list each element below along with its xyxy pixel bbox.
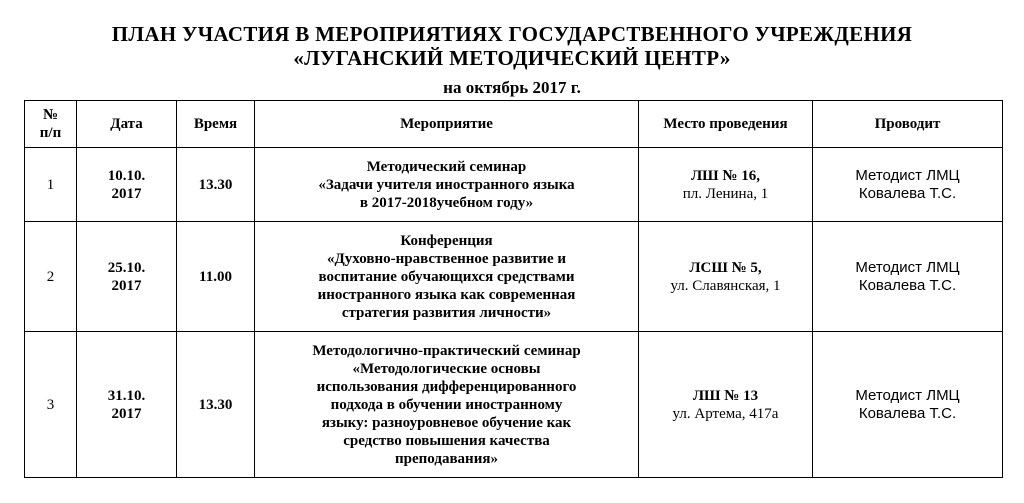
- header-time: Время: [177, 101, 255, 148]
- header-num: [25, 101, 77, 148]
- place-name: ЛШ № 16,: [691, 167, 760, 184]
- row-event: [255, 148, 639, 222]
- document-title-line-2: «ЛУГАНСКИЙ МЕТОДИЧЕСКИЙ ЦЕНТР»: [293, 46, 731, 70]
- event-topic-line: подхода в обучении иностранному: [330, 396, 563, 413]
- event-topic-line: иностранного языка как современная: [317, 286, 576, 303]
- header-conductor: Проводит: [813, 101, 1003, 148]
- event-type: Методический семинар: [366, 158, 527, 175]
- event-topic-line: средство повышения качества: [343, 432, 550, 449]
- place-address: ул. Артема, 417а: [672, 405, 779, 422]
- table-header-row: [25, 101, 1003, 148]
- row-time: 11.00: [177, 222, 255, 332]
- row-conductor: [813, 332, 1003, 478]
- row-time: 13.30: [177, 148, 255, 222]
- conductor-name: Ковалева Т.С.: [858, 184, 957, 202]
- row-event: [255, 222, 639, 332]
- row-number: 2: [25, 222, 77, 332]
- conductor-name: Ковалева Т.С.: [858, 276, 957, 294]
- conductor-role: Методист ЛМЦ: [855, 386, 960, 404]
- table-row: [25, 222, 1003, 332]
- row-date: [77, 332, 177, 478]
- row-conductor: [813, 222, 1003, 332]
- document-period: на октябрь 2017 г.: [443, 78, 581, 97]
- event-topic-line: «Духовно-нравственное развитие и: [326, 250, 567, 267]
- row-place: [639, 222, 813, 332]
- row-date-day: 10.10.: [107, 167, 146, 184]
- event-topic-line: преподавания»: [395, 450, 498, 467]
- header-date: Дата: [77, 101, 177, 148]
- row-date-year: 2017: [111, 405, 142, 422]
- event-topic-line: «Задачи учителя иностранного языка: [318, 176, 575, 193]
- event-topic-line: стратегия развития личности»: [341, 304, 552, 321]
- row-date: [77, 222, 177, 332]
- event-topic-line: в 2017-2018учебном году»: [359, 194, 534, 211]
- event-type: Конференция: [400, 232, 493, 249]
- event-topic-line: использования дифференцированного: [316, 378, 577, 395]
- document-title-line-1: ПЛАН УЧАСТИЯ В МЕРОПРИЯТИЯХ ГОСУДАРСТВЕННОГО УЧРЕЖДЕНИЯ: [111, 22, 913, 46]
- header-num-line-1: №: [42, 107, 59, 123]
- row-event: [255, 332, 639, 478]
- place-name: ЛСШ № 5,: [689, 259, 762, 276]
- conductor-name: Ковалева Т.С.: [858, 404, 957, 422]
- events-table: [24, 100, 1003, 478]
- event-topic-line: языку: разноуровневое обучение как: [321, 414, 572, 431]
- header-event: Мероприятие: [255, 101, 639, 148]
- conductor-role: Методист ЛМЦ: [855, 258, 960, 276]
- header-num-line-2: п/п: [39, 125, 62, 141]
- row-place: [639, 148, 813, 222]
- place-address: пл. Ленина, 1: [682, 185, 769, 202]
- row-date-day: 31.10.: [107, 387, 146, 404]
- row-date-day: 25.10.: [107, 259, 146, 276]
- row-date: [77, 148, 177, 222]
- row-date-year: 2017: [111, 185, 142, 202]
- header-place: Место проведения: [639, 101, 813, 148]
- row-conductor: [813, 148, 1003, 222]
- row-number: 1: [25, 148, 77, 222]
- row-time: 13.30: [177, 332, 255, 478]
- row-place: [639, 332, 813, 478]
- conductor-role: Методист ЛМЦ: [855, 166, 960, 184]
- place-name: ЛШ № 13: [692, 387, 759, 404]
- event-topic-line: воспитание обучающихся средствами: [318, 268, 575, 285]
- place-address: ул. Славянская, 1: [670, 277, 781, 294]
- row-date-year: 2017: [111, 277, 142, 294]
- table-row: [25, 332, 1003, 478]
- table-row: [25, 148, 1003, 222]
- event-topic-line: «Методологические основы: [352, 360, 541, 377]
- row-number: 3: [25, 332, 77, 478]
- event-type: Методологично-практический семинар: [312, 342, 581, 359]
